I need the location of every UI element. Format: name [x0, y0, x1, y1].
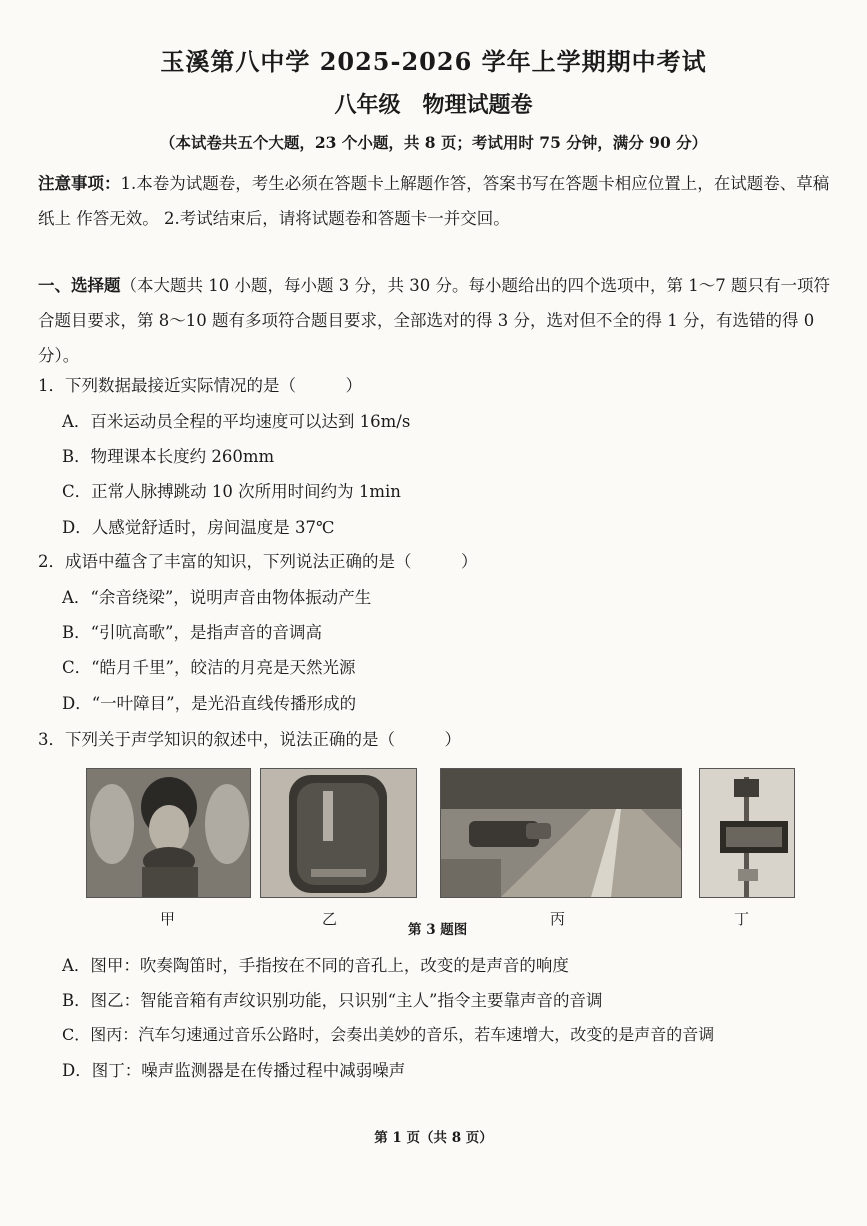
exam-info: （本试卷共五个大题，23 个小题，共 8 页；考试用时 75 分钟，满分 90 分） — [159, 133, 708, 152]
question-3-option-b: B．图乙：智能音箱有声纹识别功能，只识别“主人”指令主要靠声音的音调 — [62, 991, 603, 1010]
question-2-stem: 2．成语中蕴含了丰富的知识，下列说法正确的是（ ） — [38, 552, 478, 571]
question-1-stem: 1．下列数据最接近实际情况的是（ ） — [38, 376, 362, 395]
question-2-option-d: D．“一叶障目”，是光沿直线传播形成的 — [62, 694, 357, 713]
figure-label-ding: 丁 — [734, 910, 750, 928]
question-3-option-a: A．图甲：吹奏陶笛时，手指按在不同的音孔上，改变的是声音的响度 — [62, 956, 569, 975]
question-3-stem: 3．下列关于声学知识的叙述中，说法正确的是（ ） — [38, 730, 461, 749]
figure-jia-ocarina-photo — [86, 768, 251, 898]
question-2-option-c: C．“皓月千里”，皎洁的月亮是天然光源 — [62, 658, 356, 677]
notice-label: 注意事项： — [38, 174, 121, 193]
question-2-option-b: B．“引吭高歌”，是指声音的音调高 — [62, 623, 322, 642]
figure-label-yi: 乙 — [322, 910, 338, 928]
question-1-option-d: D．人感觉舒适时，房间温度是 37℃ — [62, 518, 335, 537]
section-one-label: 一、选择题 — [38, 276, 121, 295]
question-3-figure-caption: 第 3 题图 — [408, 922, 468, 938]
exam-title: 玉溪第八中学 2025-2026 学年上学期期中考试 — [160, 47, 707, 76]
section-one-text: （本大题共 10 小题，每小题 3 分，共 30 分。每小题给出的四个选项中，第 1～7 题只有一项符合题目要求，第 8～10 题有多项符合题目要求，全部选对的得 3 分，选对但不全的得 1 分，有选错的得 0 分）。 — [38, 276, 830, 365]
figure-bing-music-road-photo — [440, 768, 682, 898]
figure-label-jia: 甲 — [160, 910, 176, 928]
question-1-option-a: A．百米运动员全程的平均速度可以达到 16m/s — [62, 412, 411, 431]
section-one-intro — [38, 268, 838, 373]
notice-text: 1.本卷为试题卷，考生必须在答题卡上解题作答，答案书写在答题卡相应位置上，在试题卷、草稿纸上 作答无效。 2.考试结束后，请将试题卷和答题卡一并交回。 — [38, 174, 830, 228]
exam-subtitle: 八年级 物理试题卷 — [334, 92, 533, 118]
question-2-option-a: A．“余音绕梁”，说明声音由物体振动产生 — [62, 588, 372, 607]
notice-block — [38, 166, 838, 236]
question-1-option-b: B．物理课本长度约 260mm — [62, 447, 275, 466]
figure-yi-smart-speaker-photo — [260, 768, 417, 898]
figure-label-bing: 丙 — [550, 910, 566, 928]
question-1-option-c: C．正常人脉搏跳动 10 次所用时间约为 1min — [62, 482, 401, 501]
question-3-option-d: D．图丁：噪声监测器是在传播过程中减弱噪声 — [62, 1061, 406, 1080]
page-footer: 第 1 页（共 8 页） — [374, 1130, 493, 1146]
question-3-option-c: C．图丙：汽车匀速通过音乐公路时，会奏出美妙的音乐，若车速增大，改变的是声音的音调 — [62, 1025, 715, 1044]
figure-ding-noise-monitor-photo — [699, 768, 795, 898]
